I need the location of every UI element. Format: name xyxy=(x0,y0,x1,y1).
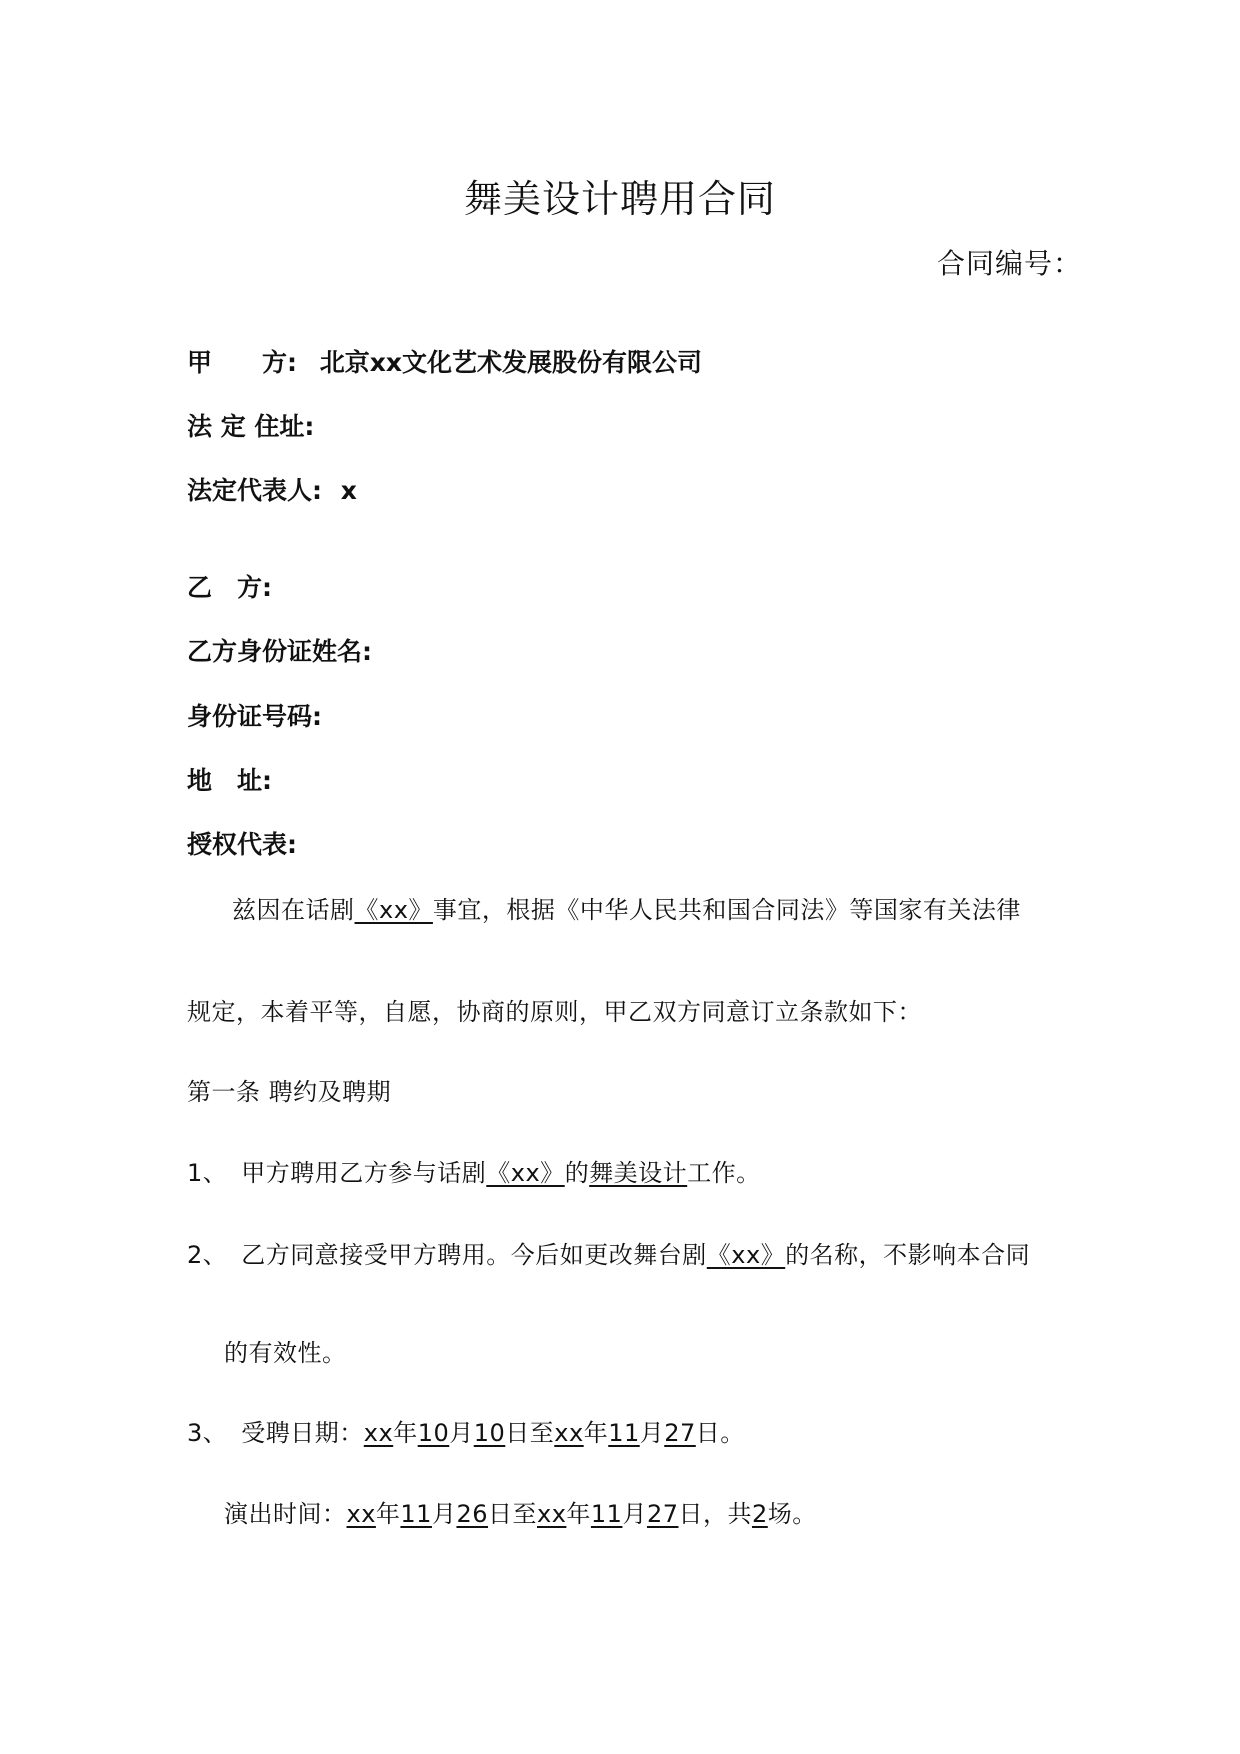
preamble-line-2: 规定，本着平等，自愿，协商的原则，甲乙双方同意订立条款如下： xyxy=(187,998,922,1026)
year-text: 年 xyxy=(375,1500,401,1528)
performance-time-row xyxy=(224,1494,817,1529)
hire-end-month: 11 xyxy=(608,1419,640,1447)
article-1-item-3 xyxy=(187,1413,745,1448)
article-1-item-2-line-2: 的有效性。 xyxy=(224,1339,347,1367)
month-text: 月 xyxy=(449,1419,474,1447)
hire-start-day: 10 xyxy=(473,1419,506,1447)
perf-start-year: xx xyxy=(346,1500,376,1528)
day-to-text: 日至 xyxy=(505,1419,555,1447)
party-a-address-label: 法 定 住址: xyxy=(187,412,315,441)
item-3-number: 3、 xyxy=(187,1419,228,1447)
party-a-name-value: 北京xx文化艺术发展股份有限公司 xyxy=(319,348,702,377)
article-1-item-2 xyxy=(187,1235,1030,1270)
party-b-address-row xyxy=(187,761,272,797)
item-2-number: 2、 xyxy=(187,1241,228,1269)
contract-number-label: 合同编号： xyxy=(936,247,1082,280)
perf-end-year: xx xyxy=(537,1500,567,1528)
hire-period-label: 受聘日期： xyxy=(241,1419,364,1447)
hire-start-month: 10 xyxy=(417,1419,450,1447)
preamble-pre: 兹因在话剧 xyxy=(232,896,355,924)
performance-time-label: 演出时间： xyxy=(224,1500,347,1528)
preamble-post: 事宜，根据《中华人民共和国合同法》等国家有关法律 xyxy=(432,896,1021,924)
party-a-representative-label: 法定代表人: xyxy=(187,476,322,505)
day-total-text: 日，共 xyxy=(678,1500,752,1528)
party-b-name-row xyxy=(187,568,272,604)
party-b-id-name-row xyxy=(187,632,372,668)
party-b-address-label: 地 址: xyxy=(187,766,272,795)
party-b-id-name-label: 乙方身份证姓名: xyxy=(187,637,372,666)
preamble-line-1 xyxy=(232,890,1021,925)
item-1-number: 1、 xyxy=(187,1159,228,1187)
day-end-text: 日。 xyxy=(695,1419,745,1447)
perf-end-month: 11 xyxy=(590,1500,623,1528)
item-1-mid: 的 xyxy=(564,1159,590,1187)
month-text: 月 xyxy=(639,1419,665,1447)
item-1-role: 舞美设计 xyxy=(589,1159,688,1187)
day-to-text: 日至 xyxy=(488,1500,537,1528)
performance-count: 2 xyxy=(752,1500,768,1528)
item-2-pre: 乙方同意接受甲方聘用。今后如更改舞台剧 xyxy=(241,1241,707,1269)
item-1-play-title: 《xx》 xyxy=(486,1159,565,1187)
hire-end-year: xx xyxy=(554,1419,584,1447)
preamble-play-title: 《xx》 xyxy=(354,896,433,924)
party-b-id-number-row xyxy=(187,697,322,733)
party-a-address-row xyxy=(187,407,314,443)
party-a-name-row xyxy=(187,343,702,379)
article-1-item-1 xyxy=(187,1153,761,1188)
item-2-play-title: 《xx》 xyxy=(706,1241,786,1269)
perf-end-day: 27 xyxy=(646,1500,679,1528)
item-1-pre: 甲方聘用乙方参与话剧 xyxy=(241,1159,487,1187)
year-text: 年 xyxy=(583,1419,609,1447)
year-text: 年 xyxy=(393,1419,418,1447)
performances-text: 场。 xyxy=(767,1500,817,1528)
item-2-post: 的名称，不影响本合同 xyxy=(785,1241,1031,1269)
perf-start-day: 26 xyxy=(456,1500,488,1528)
month-text: 月 xyxy=(431,1500,457,1528)
party-b-authorized-rep-label: 授权代表: xyxy=(187,830,297,859)
party-b-id-number-label: 身份证号码: xyxy=(187,702,322,731)
party-a-representative-value: x xyxy=(340,476,357,505)
party-b-name-label: 乙 方: xyxy=(187,573,272,602)
perf-start-month: 11 xyxy=(400,1500,432,1528)
page-title: 舞美设计聘用合同 xyxy=(463,177,776,221)
month-text: 月 xyxy=(622,1500,647,1528)
party-a-name-label: 甲 方: xyxy=(187,348,297,377)
item-1-post: 工作。 xyxy=(687,1159,761,1187)
hire-start-year: xx xyxy=(363,1419,394,1447)
party-a-representative-row xyxy=(187,471,357,507)
article-1-heading: 第一条 聘约及聘期 xyxy=(187,1078,392,1106)
year-text: 年 xyxy=(566,1500,591,1528)
hire-end-day: 27 xyxy=(664,1419,696,1447)
party-b-authorized-rep-row xyxy=(187,825,297,861)
